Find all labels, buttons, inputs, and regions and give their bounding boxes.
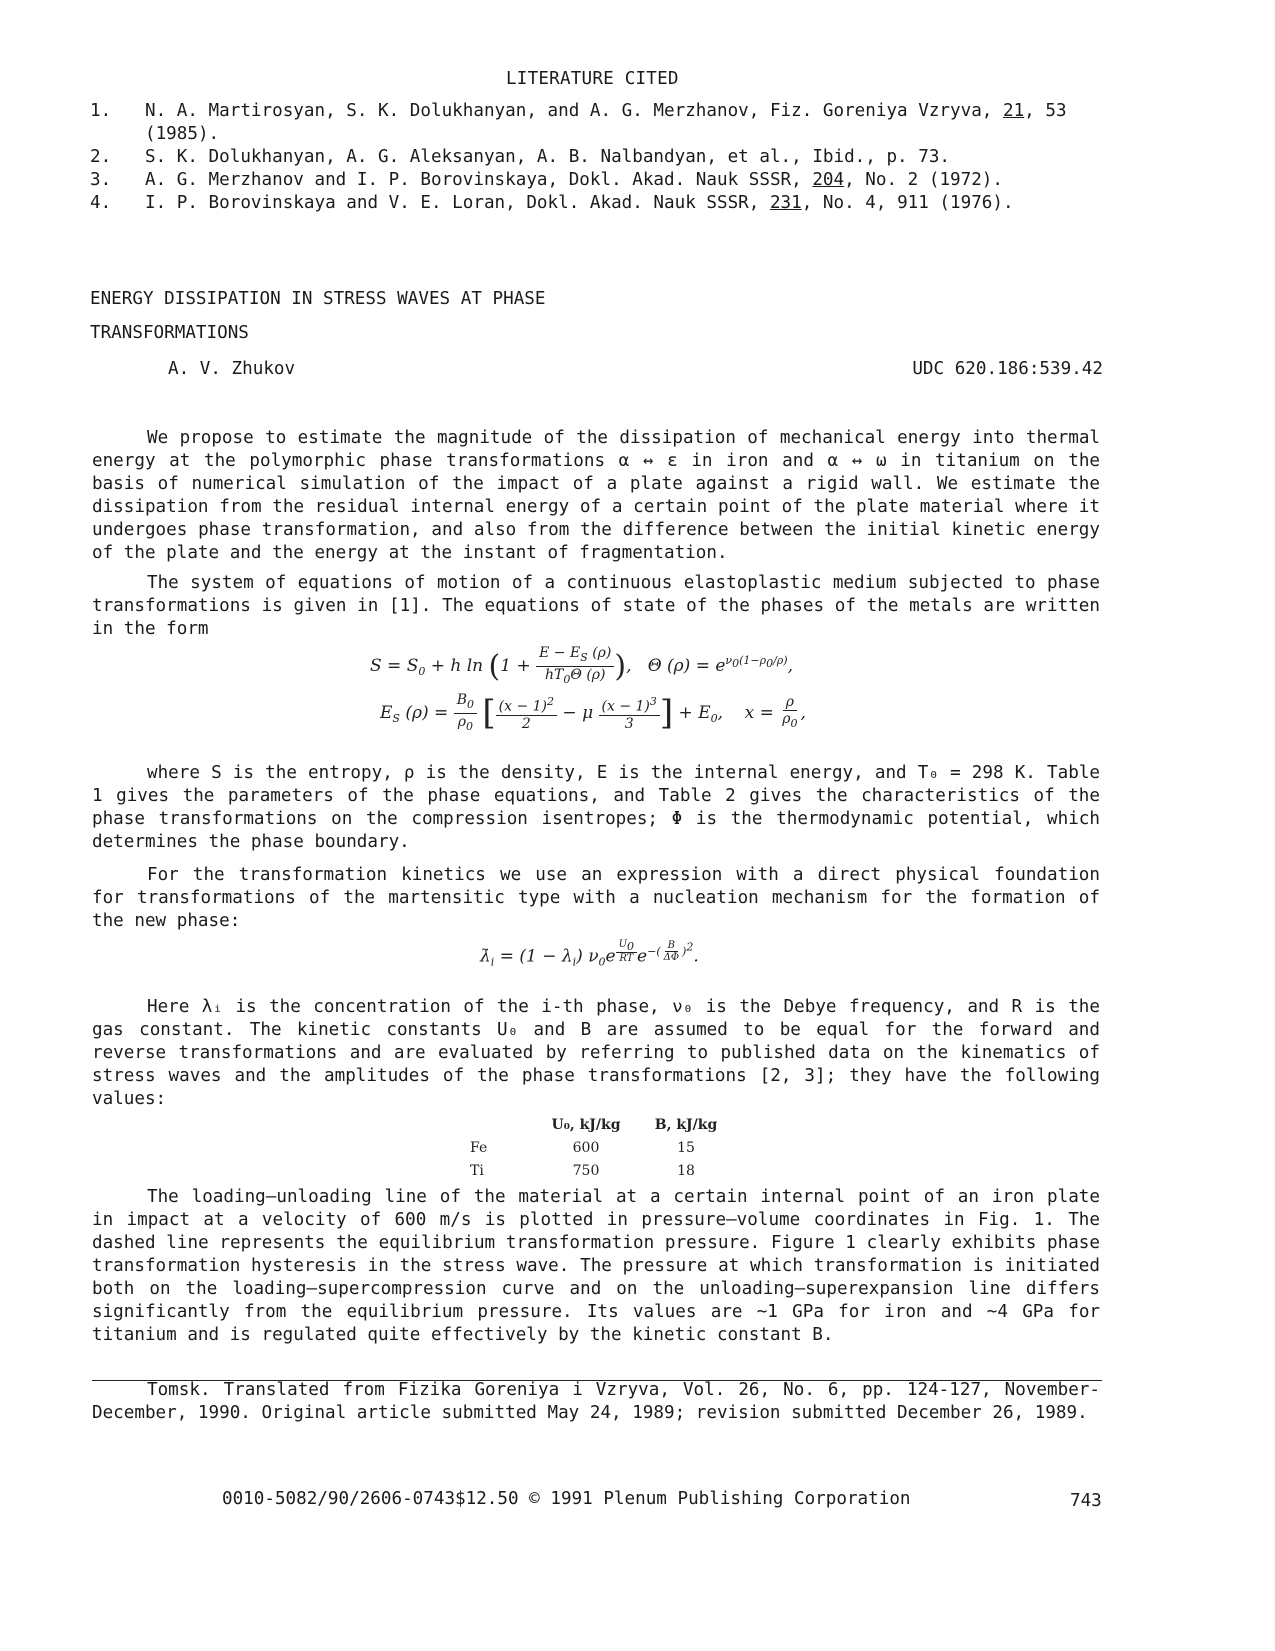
paragraph: For the transformation kinetics we use an expression with a direct physical foundation for transformations of the martensitic type with a nucleation mechanism for the formation of the new phase: bbox=[92, 865, 1100, 931]
reference-item bbox=[90, 192, 1100, 215]
table-header-cell: B, kJ/kg bbox=[654, 1117, 718, 1133]
reference-text: I. P. Borovinskaya and V. E. Loran, Dokl. Akad. Nauk SSSR, 231, No. 4, 911 (1976). bbox=[145, 193, 1014, 213]
equation-kinetics: $\lambdȧ_i = (1 - \lambda_i)$ $\nu_0e$ $^{\frac{U_0}{RT}}$ $e^{-( \frac{B}{\Delta\Phi} )^2}$. bbox=[480, 939, 699, 969]
paragraph: where S is the entropy, ρ is the density, E is the internal energy, and T₀ = 298 K. Table 1 gives the parameters of the phase equations, and Table 2 gives the characteristics of the phase transformations on the compression isentropes; Φ is the thermodynamic potential, which determines the phase boundary. bbox=[92, 763, 1100, 852]
reference-number: 4. bbox=[90, 193, 112, 213]
table-cell: Fe bbox=[470, 1140, 488, 1156]
equation-cold-energy: $E_S$ (ρ) = $\frac{B_0}{\rho_0}$ [ $\frac{(x - 1)^2}{2}$ − μ $\frac{(x - 1)^3}{3}$ ] + $E_0$, x = $\frac{\rho}{\rho_0}$ , bbox=[380, 692, 806, 733]
reference-list bbox=[90, 100, 1100, 215]
article-title-line: TRANSFORMATIONS bbox=[90, 323, 249, 343]
table-cell: 18 bbox=[677, 1163, 695, 1179]
reference-number: 2. bbox=[90, 147, 112, 167]
footnote: Tomsk. Translated from Fizika Goreniya i Vzryva, Vol. 26, No. 6, pp. 124-127, November-December, 1990. Original article submitted May 24, 1989; revision submitted December 26, 1989. bbox=[92, 1380, 1100, 1423]
kinetic-constants-table bbox=[470, 1114, 726, 1183]
equation-entropy: $S = S_0 + h$ ln (1 + $\frac{E - E_S (\rho)}{hT_0\Theta (\rho)}$ ), Θ $(\rho) = e^{\nu_0(1-\rho_0/\rho)}$, bbox=[370, 645, 793, 686]
page-number: 743 bbox=[1070, 1491, 1102, 1511]
table-header-cell: U₀, kJ/kg bbox=[551, 1117, 621, 1133]
paragraph: The loading—unloading line of the material at a certain internal point of an iron plate in impact at a velocity of 600 m/s is plotted in pressure—volume coordinates in Fig. 1. The dashed line represents the equilibrium transformation pressure. Figure 1 clearly exhibits phase transformation hysteresis in the stress wave. The pressure at which transformation is initiated both on the loading—supercompression curve and on the unloading—superexpansion line differs significantly from the equilibrium pressure. Its values are ~1 GPa for iron and ~4 GPa for titanium and is regulated quite effectively by the kinetic constant B. bbox=[92, 1187, 1100, 1345]
paragraph: The system of equations of motion of a continuous elastoplastic medium subjected to phase transformations is given in [1]. The equations of state of the phases of the metals are written in the form bbox=[92, 573, 1100, 639]
table-row bbox=[470, 1137, 726, 1160]
reference-number: 1. bbox=[90, 101, 112, 121]
reference-number: 3. bbox=[90, 170, 112, 190]
reference-text: A. G. Merzhanov and I. P. Borovinskaya, Dokl. Akad. Nauk SSSR, 204, No. 2 (1972). bbox=[145, 170, 1003, 190]
author: A. V. Zhukov bbox=[168, 359, 296, 379]
reference-text: N. A. Martirosyan, S. K. Dolukhanyan, and A. G. Merzhanov, Fiz. Goreniya Vzryva, 21, 53 (1985). bbox=[145, 101, 1067, 144]
table-cell: 15 bbox=[677, 1140, 695, 1156]
paragraph: Here λᵢ is the concentration of the i-th phase, ν₀ is the Debye frequency, and R is the gas constant. The kinetic constants U₀ and B are assumed to be equal for the forward and reverse transformations and are evaluated by referring to published data on the kinematics of stress waves and the amplitudes of the phase transformations [2, 3]; they have the following values: bbox=[92, 997, 1100, 1109]
table-header-cell bbox=[470, 1114, 526, 1137]
table-cell: 750 bbox=[572, 1163, 600, 1179]
article-title-line: ENERGY DISSIPATION IN STRESS WAVES AT PHASE bbox=[90, 289, 546, 309]
paragraph: We propose to estimate the magnitude of the dissipation of mechanical energy into thermal energy at the polymorphic phase transformations α ↔ ε in iron and α ↔ ω in titanium on the basis of numerical simulation of the impact of a plate against a rigid wall. We estimate the dissipation from the residual internal energy of a certain point of the plate material where it undergoes phase transformation, and also from the difference between the initial kinetic energy of the plate and the energy at the instant of fragmentation. bbox=[92, 428, 1100, 563]
reference-item bbox=[90, 100, 1100, 146]
reference-item bbox=[90, 146, 1100, 169]
reference-item bbox=[90, 169, 1100, 192]
reference-text: S. K. Dolukhanyan, A. G. Aleksanyan, A. B. Nalbandyan, et al., Ibid., p. 73. bbox=[145, 147, 951, 167]
table-row bbox=[470, 1160, 726, 1183]
table-header-row bbox=[470, 1114, 726, 1137]
publisher-code: 0010-5082/90/2606-0743$12.50 © 1991 Plenum Publishing Corporation bbox=[222, 1489, 911, 1509]
table-cell: Ti bbox=[470, 1163, 484, 1179]
literature-heading: LITERATURE CITED bbox=[506, 69, 679, 89]
table-cell: 600 bbox=[572, 1140, 600, 1156]
udc-code: UDC 620.186:539.42 bbox=[912, 359, 1103, 379]
article-title bbox=[90, 282, 545, 350]
